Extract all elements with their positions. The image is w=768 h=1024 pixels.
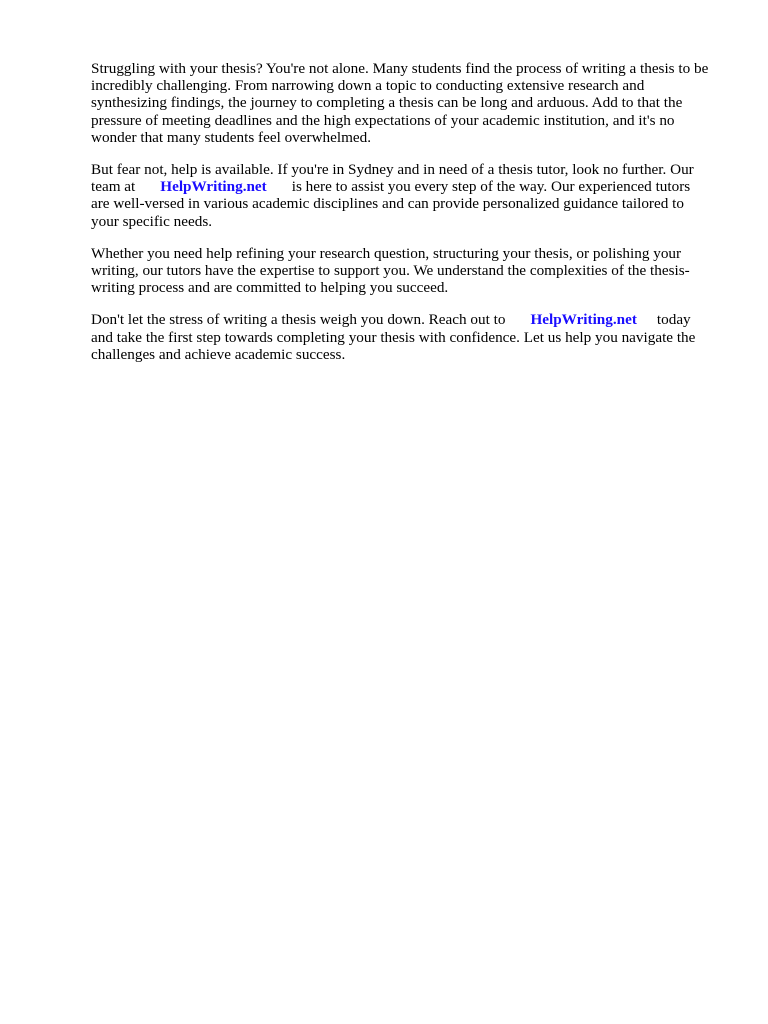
paragraph-tutors bbox=[91, 245, 711, 297]
document-body bbox=[91, 60, 711, 378]
paragraph-call-to-action bbox=[91, 311, 711, 363]
paragraph-cta-text-before: Don't let the stress of writing a thesis weigh you down. Reach out to bbox=[91, 311, 506, 329]
paragraph-intro bbox=[91, 60, 711, 146]
helpwriting-link-2[interactable]: HelpWriting.net bbox=[530, 311, 637, 329]
paragraph-cta-text-after: today and take the first step towards completing your thesis with confidence. Let us help you navigate the challenges and achieve academic success. bbox=[91, 311, 696, 363]
helpwriting-link-1[interactable]: HelpWriting.net bbox=[160, 178, 267, 196]
paragraph-help-text-after: is here to assist you every step of the way. Our experienced tutors are well-versed in various academic disciplines and can provide personalized guidance tailored to your specific needs. bbox=[91, 178, 691, 230]
paragraph-help-text-before: But fear not, help is available. If you're in Sydney and in need of a thesis tutor, look no further. Our team at bbox=[91, 161, 694, 196]
paragraph-help-available bbox=[91, 161, 711, 230]
paragraph-intro-text: Struggling with your thesis? You're not alone. Many students find the process of writing a thesis to be incredibly challenging. From narrowing down a topic to conducting extensive research and synthesizing findings, the journey to completing a thesis can be long and arduous. Add to that the pressure of meeting deadlines and the high expectations of your academic institution, and it's no wonder that many students feel overwhelmed. bbox=[91, 60, 709, 146]
paragraph-tutors-text: Whether you need help refining your research question, structuring your thesis, or polishing your writing, our tutors have the expertise to support you. We understand the complexities of the thesis-writing process and are committed to helping you succeed. bbox=[91, 244, 690, 297]
